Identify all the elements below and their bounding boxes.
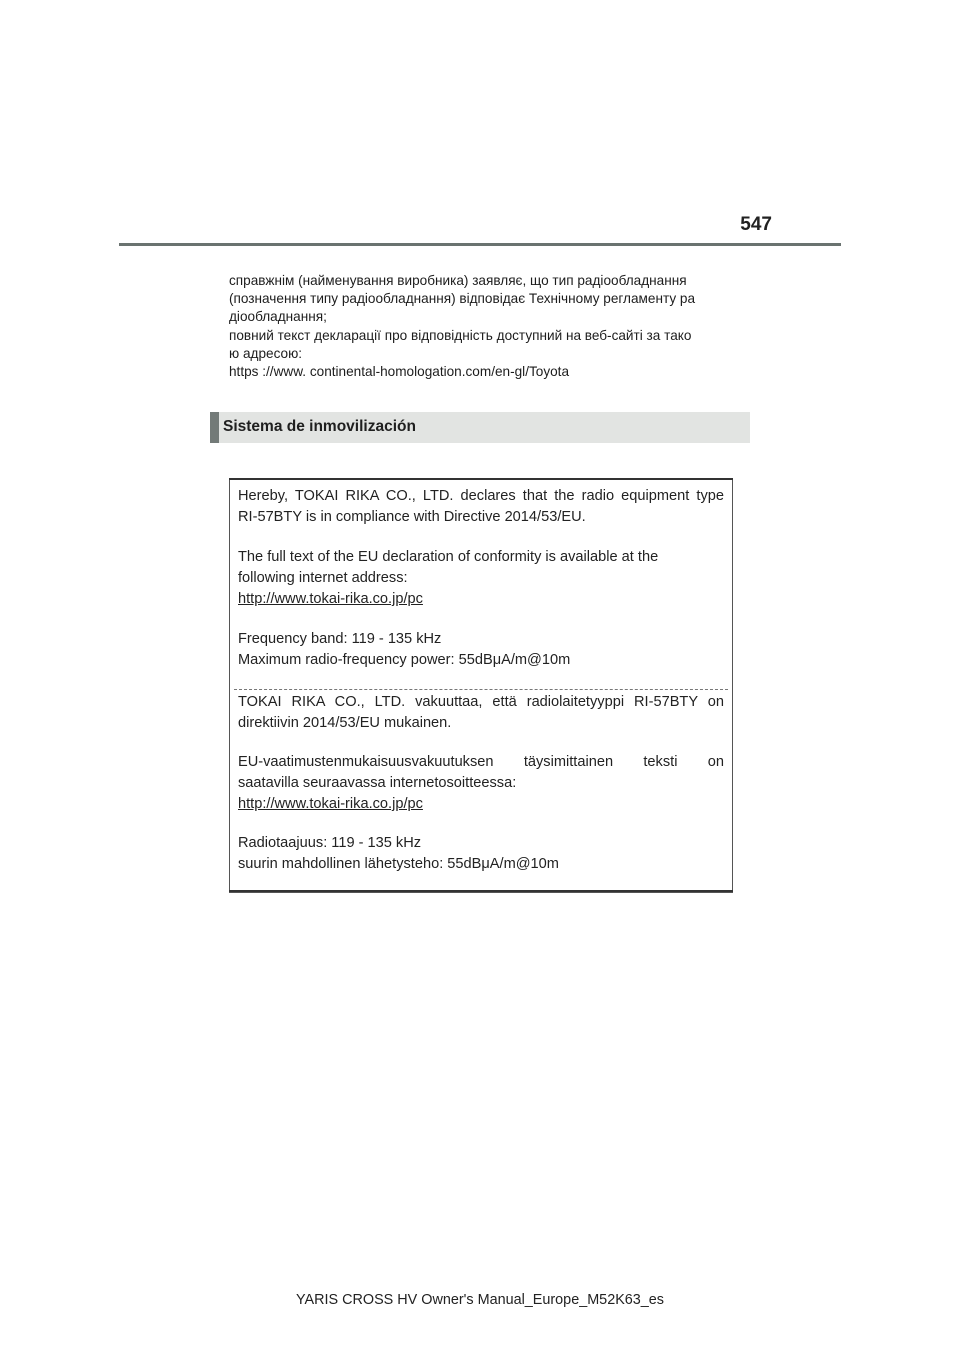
declaration-line: saatavilla seuraavassa internetosoitteessa: [238,775,517,791]
english-address-block [238,547,724,610]
header-rule [119,243,841,246]
tokai-rika-link[interactable]: http://www.tokai-rika.co.jp/pc [238,591,423,607]
frequency-band: Radiotaajuus: 119 - 135 kHz [238,835,422,851]
intro-line: ю адресою: [229,345,303,361]
intro-line: справжнім (найменування виробника) заявляє, що тип радіообладнання [229,273,687,288]
max-power: Maximum radio-frequency power: 55dBμA/m@10m [238,652,571,668]
page-number: 547 [740,214,772,235]
intro-line: діообладнання; [229,309,327,325]
section-title: Sistema de inmovilización [223,418,416,435]
declaration-line: following internet address: [238,570,408,586]
declaration-box [229,478,733,893]
declaration-line: The full text of the EU declaration of conformity is available at the [238,549,659,565]
intro-line: (позначення типу радіообладнання) відповідає Технічному регламенту ра [229,291,696,307]
finnish-address-block [238,752,724,815]
declaration-line: Hereby, TOKAI RIKA CO., LTD. declares that the radio equipment type [238,488,724,504]
tokai-rika-link[interactable]: http://www.tokai-rika.co.jp/pc [238,796,423,812]
intro-url: https ://www. continental-homologation.com/en-gl/Toyota [229,364,570,380]
section-heading [210,412,750,443]
finnish-frequency-block [238,833,724,875]
declaration-line: direktiivin 2014/53/EU mukainen. [238,715,452,731]
finnish-declaration [238,692,724,734]
intro-line: повний текст декларації про відповідність доступний на веб-сайті за тако [229,327,692,343]
declaration-line: TOKAI RIKA CO., LTD. vakuuttaa, että radiolaitetyyppi RI-57BTY on [238,694,724,710]
box-bottom-rule [229,890,733,892]
english-declaration [238,486,724,528]
declaration-line: RI-57BTY is in compliance with Directive 2014/53/EU. [238,509,586,525]
english-frequency-block [238,629,724,671]
ukrainian-declaration [229,272,739,381]
declaration-line: EU-vaatimustenmukaisuusvakuutuksen täysimittainen teksti on [238,754,724,770]
max-power: suurin mahdollinen lähetysteho: 55dBμA/m@10m [238,856,559,872]
language-divider [234,689,728,690]
box-top-rule [229,478,733,480]
frequency-band: Frequency band: 119 - 135 kHz [238,631,442,647]
page-footer: YARIS CROSS HV Owner's Manual_Europe_M52K63_es [295,1292,664,1308]
